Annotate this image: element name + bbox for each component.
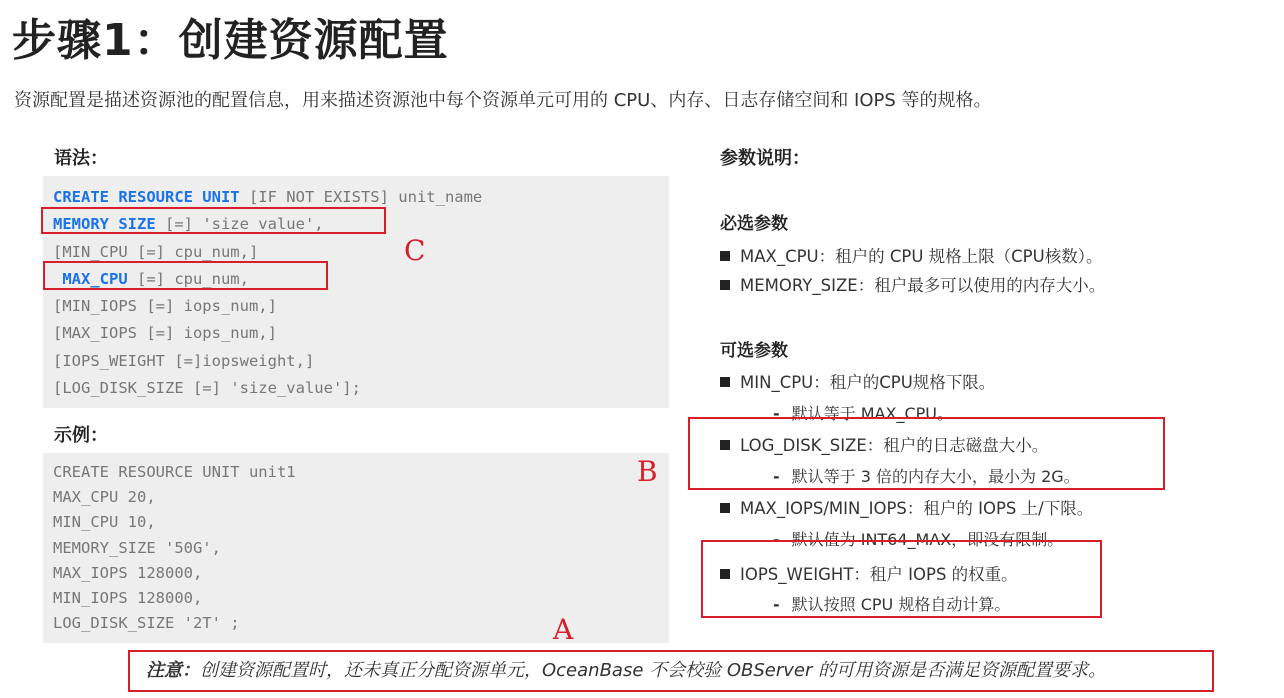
example-line: MIN_IOPS 128000,: [53, 589, 203, 607]
example-heading: 示例：: [54, 425, 108, 446]
optional-param-item: [720, 369, 995, 393]
syntax-line: [53, 243, 258, 261]
code-text: [MAX_IOPS [=] iops_num,]: [53, 324, 277, 342]
example-line: LOG_DISK_SIZE '2T' ;: [53, 614, 240, 632]
param-text: LOG_DISK_SIZE：租户的日志磁盘大小。: [740, 436, 1049, 455]
annotation-label-c: C: [404, 234, 426, 267]
example-line: CREATE RESOURCE UNIT unit1: [53, 463, 296, 481]
param-text: IOPS_WEIGHT：租户 IOPS 的权重。: [740, 565, 1018, 584]
note-text: 创建资源配置时，还未真正分配资源单元，OceanBase 不会校验 OBServer 的可用资源是否满足资源配置要求。: [200, 660, 1107, 681]
annotation-box-log-disk-size: [688, 417, 1165, 490]
annotation-label-a: A: [553, 613, 574, 646]
annotation-box-max-cpu: [43, 261, 328, 290]
example-line: MAX_CPU 20,: [53, 488, 156, 506]
optional-params-heading: 可选参数: [720, 341, 788, 361]
code-keyword: MEMORY SIZE: [53, 215, 156, 233]
page-title: 步骤1：创建资源配置: [12, 15, 449, 66]
syntax-line: [53, 352, 314, 370]
square-bullet-icon: [720, 377, 730, 387]
optional-param-item: [720, 495, 1093, 519]
note-box: [128, 650, 1214, 692]
square-bullet-icon: [720, 503, 730, 513]
param-sub-text: 默认等于 MAX_CPU。: [791, 404, 953, 423]
param-text: MIN_CPU：租户的CPU规格下限。: [740, 373, 996, 392]
code-text: [LOG_DISK_SIZE [=] 'size_value'];: [53, 379, 361, 397]
code-text: [IF NOT EXISTS] unit_name: [239, 188, 483, 206]
param-sub-text: 默认按照 CPU 规格自动计算。: [791, 595, 1011, 614]
code-text: [MIN_IOPS [=] iops_num,]: [53, 297, 277, 315]
syntax-line: [53, 297, 277, 315]
syntax-line: [53, 324, 277, 342]
intro-text: 资源配置是描述资源池的配置信息，用来描述资源池中每个资源单元可用的 CPU、内存、日志存储空间和 IOPS 等的规格。: [14, 90, 992, 111]
dash-icon: -: [773, 530, 780, 549]
code-text: [MIN_CPU [=] cpu_num,]: [53, 243, 259, 261]
params-heading: 参数说明：: [720, 148, 810, 169]
annotation-box-iops-weight: [701, 540, 1102, 618]
code-keyword: MAX_CPU: [53, 270, 128, 288]
square-bullet-icon: [720, 280, 730, 290]
example-line: MAX_IOPS 128000,: [53, 564, 203, 582]
square-bullet-icon: [720, 251, 730, 261]
syntax-line: [53, 188, 482, 206]
param-sub-text: 默认等于 3 倍的内存大小，最小为 2G。: [791, 467, 1080, 486]
example-line: MIN_CPU 10,: [53, 513, 156, 531]
dash-icon: -: [773, 595, 780, 614]
required-param-item: [720, 243, 1102, 267]
syntax-line: [53, 379, 361, 397]
dash-icon: -: [773, 467, 780, 486]
param-sub-text: 默认值为 INT64_MAX，即没有限制。: [791, 530, 1064, 549]
code-text: [=] cpu_num,: [127, 270, 249, 288]
example-code-block: [43, 453, 669, 643]
required-param-item: [720, 272, 1105, 296]
dash-icon: -: [773, 404, 780, 423]
code-keyword: CREATE RESOURCE UNIT: [53, 188, 240, 206]
code-text: [=] 'size_value',: [155, 215, 324, 233]
param-text: MAX_CPU：租户的 CPU 规格上限（CPU核数）。: [740, 247, 1103, 266]
example-line: MEMORY_SIZE '50G',: [53, 539, 221, 557]
note-label: 注意：: [146, 660, 200, 681]
param-text: MEMORY_SIZE：租户最多可以使用的内存大小。: [740, 276, 1106, 295]
annotation-label-b: B: [637, 455, 658, 488]
syntax-heading: 语法：: [54, 148, 108, 169]
annotation-box-memory-size: [41, 207, 386, 234]
code-text: [IOPS_WEIGHT [=]iopsweight,]: [53, 352, 315, 370]
required-params-heading: 必选参数: [720, 214, 788, 234]
param-text: MAX_IOPS/MIN_IOPS：租户的 IOPS 上/下限。: [740, 499, 1094, 518]
